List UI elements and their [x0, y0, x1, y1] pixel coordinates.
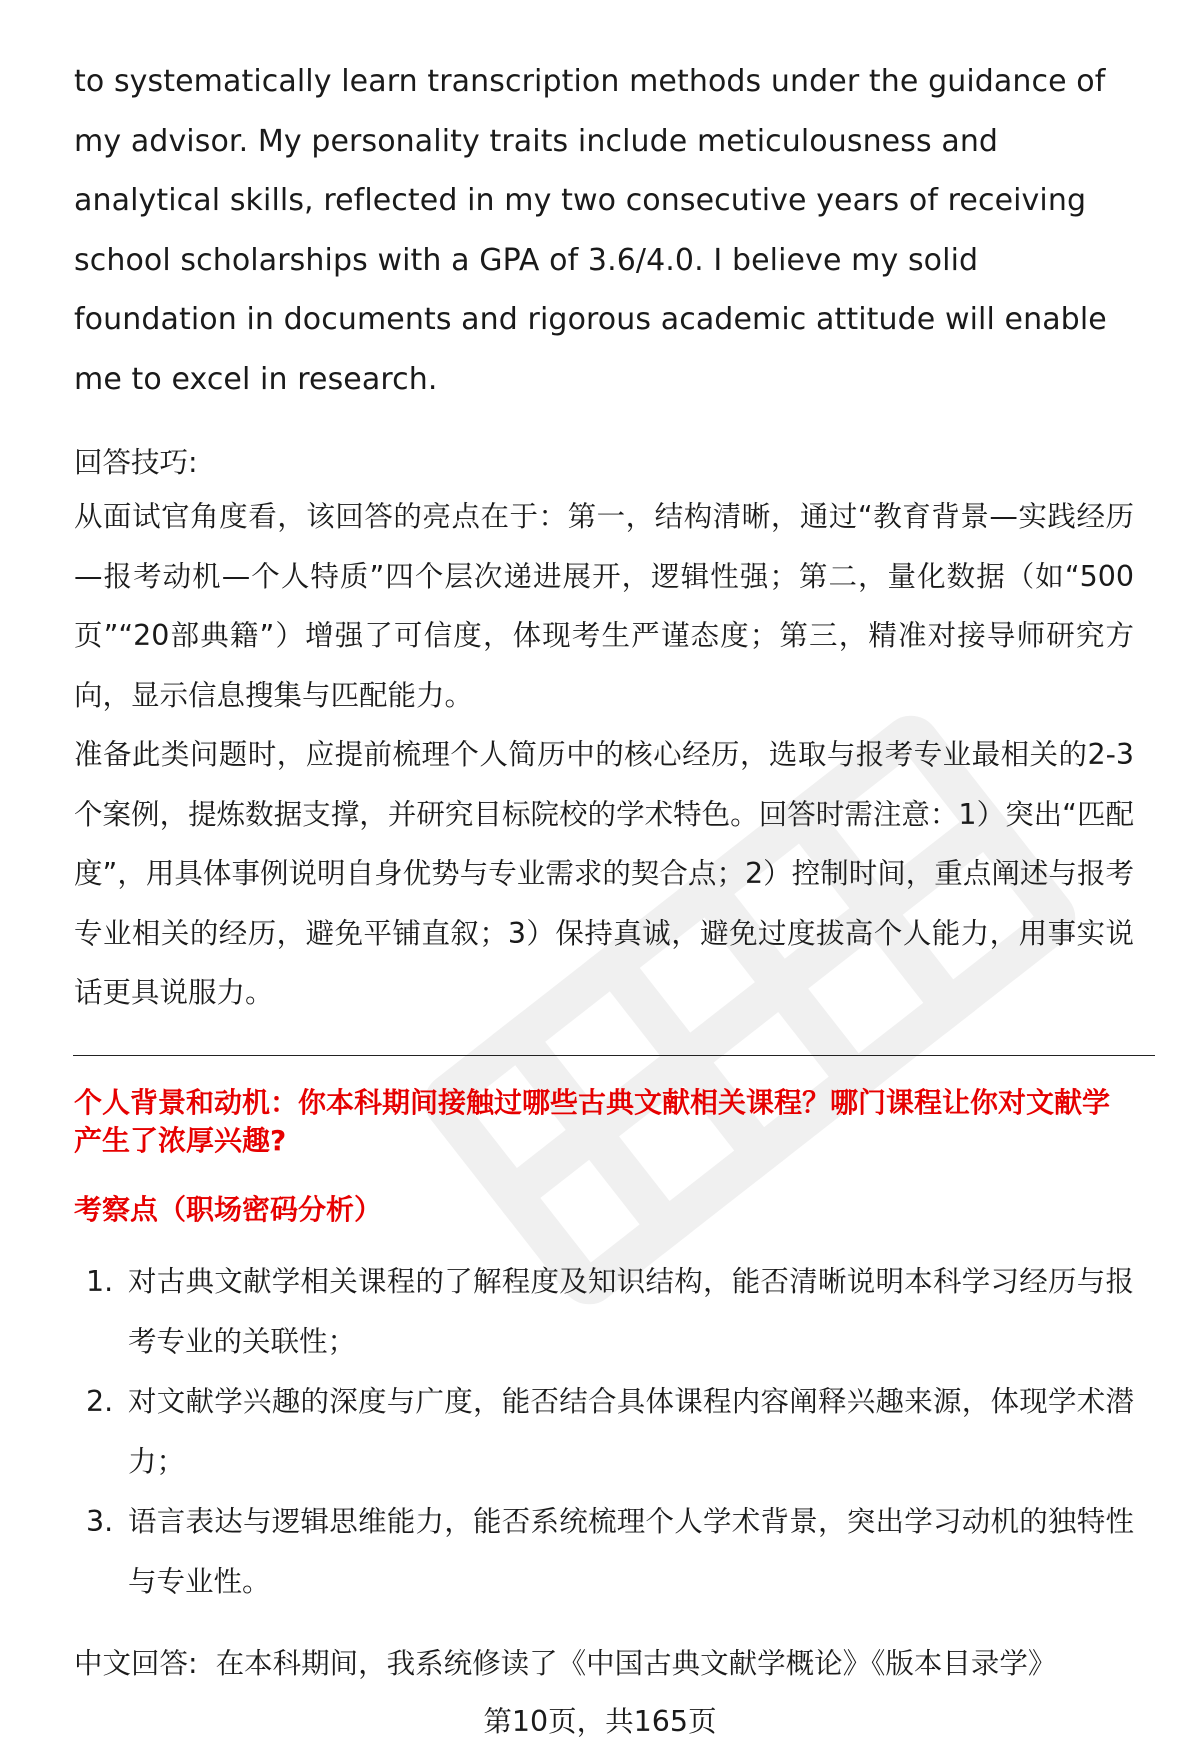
- answer-label: 中文回答:: [74, 1646, 198, 1680]
- section-divider: [73, 1055, 1155, 1056]
- assessment-heading: 考察点（职场密码分析）: [74, 1192, 383, 1226]
- document-content: [74, 52, 1134, 1686]
- english-answer-paragraph: to systematically learn transcription methods under the guidance of my advisor. My personality traits include meticulousness and analytical skills, reflected in my two consecutive years of receiving school scholarships with a GPA of 3.6/4.0. I believe my solid foundation in documents and rigorous academic attitude will enable me to excel in research.: [74, 64, 1107, 397]
- list-item: [74, 1252, 1134, 1372]
- list-item-text: 对古典文献学相关课程的了解程度及知识结构，能否清晰说明本科学习经历与报考专业的关联性；: [128, 1264, 1134, 1358]
- page-number: 第10页，共165页: [483, 1705, 717, 1738]
- list-item: [74, 1492, 1134, 1612]
- tips-label: 回答技巧:: [74, 446, 198, 479]
- chinese-answer: [74, 1642, 1134, 1686]
- list-item-text: 语言表达与逻辑思维能力，能否系统梳理个人学术背景，突出学习动机的独特性与专业性。: [128, 1504, 1134, 1598]
- assessment-list: [74, 1252, 1134, 1612]
- list-item-number: 3.: [86, 1504, 114, 1538]
- list-item-number: 1.: [86, 1264, 114, 1298]
- list-item-text: 对文献学兴趣的深度与广度，能否结合具体课程内容阐释兴趣来源，体现学术潜力；: [128, 1384, 1134, 1478]
- tips-paragraph-2: 准备此类问题时，应提前梳理个人简历中的核心经历，选取与报考专业最相关的2-3个案例，提炼数据支撑，并研究目标院校的学术特色。回答时需注意：1）突出“匹配度”，用具体事例说明自身优势与专业需求的契合点；2）控制时间，重点阐述与报考专业相关的经历，避免平铺直叙；3）保持真诚，避免过度拔高个人能力，用事实说话更具说服力。: [74, 738, 1134, 1009]
- answer-text: 在本科期间，我系统修读了《中国古典文献学概论》《版本目录学》: [215, 1646, 1057, 1680]
- tips-paragraph-1: 从面试官角度看，该回答的亮点在于：第一，结构清晰，通过“教育背景—实践经历—报考动机—个人特质”四个层次递进展开，逻辑性强；第二，量化数据（如“500页”“20部典籍”）增强了可信度，体现考生严谨态度；第三，精准对接导师研究方向，显示信息搜集与匹配能力。: [74, 500, 1134, 712]
- interview-question: 个人背景和动机：你本科期间接触过哪些古典文献相关课程？哪门课程让你对文献学产生了浓厚兴趣?: [74, 1085, 1111, 1157]
- list-item: [74, 1372, 1134, 1492]
- list-item-number: 2.: [86, 1384, 114, 1418]
